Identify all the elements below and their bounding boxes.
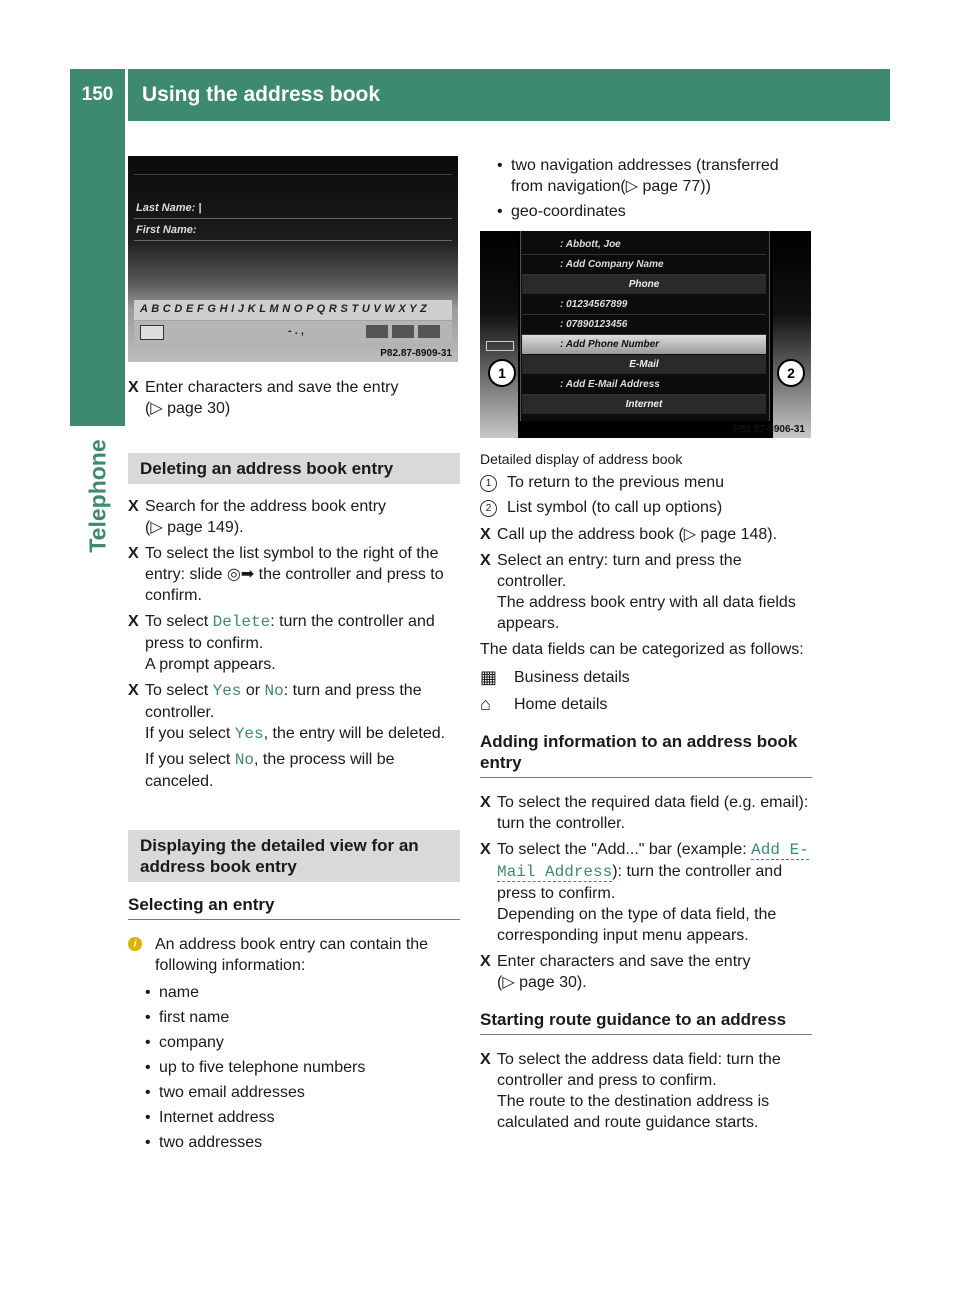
text: To select	[145, 613, 213, 630]
list-text: geo-coordinates	[511, 203, 626, 220]
ok-key-icon[interactable]	[418, 325, 440, 338]
figure-id: P82.87-8906-31	[733, 424, 805, 435]
step-marker: X	[480, 794, 491, 811]
punctuation-keys[interactable]: - . ,	[288, 325, 304, 337]
list-item	[145, 982, 460, 1003]
step-text: Search for the address book entry	[145, 498, 387, 515]
step	[128, 680, 460, 792]
internet-category-row: Internet	[522, 395, 766, 414]
email-category-row: E-Mail	[522, 355, 766, 374]
step	[128, 611, 460, 675]
last-name-label: Last Name: |	[136, 202, 202, 214]
callout-marker-1: 1	[488, 359, 516, 387]
list-item	[145, 1107, 460, 1128]
row-text: : Add Phone Number	[560, 339, 660, 350]
side-label	[70, 426, 125, 566]
list-text: two navigation addresses (transferred from navigation(▷ page 77))	[511, 157, 779, 195]
step	[480, 792, 812, 834]
row-text: : Add E-Mail Address	[560, 379, 660, 390]
category-business	[480, 667, 812, 688]
step-marker: X	[480, 953, 491, 970]
step	[128, 543, 460, 606]
left-column	[128, 377, 460, 1157]
code-no: No	[264, 682, 284, 700]
side-tab	[70, 121, 125, 426]
step-note	[145, 723, 460, 745]
list-text: up to five telephone numbers	[159, 1059, 366, 1076]
callout-marker-2: 2	[777, 359, 805, 387]
list-text: two addresses	[159, 1134, 263, 1151]
phone-row[interactable]	[522, 315, 766, 335]
list-text: two email addresses	[159, 1084, 305, 1101]
page-ref: (▷ page 30).	[497, 974, 587, 991]
divider	[134, 218, 452, 219]
step-note: A prompt appears.	[145, 656, 276, 673]
list-item	[145, 1082, 460, 1103]
bullet: •	[145, 1009, 151, 1026]
step	[480, 1049, 812, 1133]
step-note	[145, 749, 460, 792]
list-text: name	[159, 984, 200, 1001]
step-note: The route to the destination address is calculated and route guidance starts.	[497, 1093, 770, 1131]
code-delete: Delete	[212, 613, 271, 631]
section-heading: Displaying the detailed view for an address book entry	[128, 830, 460, 882]
legend-text: To return to the previous menu	[507, 474, 725, 491]
step-marker: X	[480, 526, 491, 543]
page-title: Using the address book	[142, 83, 381, 106]
step-text: Call up the address book (▷ page 148).	[497, 526, 778, 543]
legend-text: List symbol (to call up options)	[507, 499, 723, 516]
bullet: •	[497, 203, 503, 220]
code-yes: Yes	[212, 682, 242, 700]
step	[480, 951, 812, 993]
list-item	[145, 1007, 460, 1028]
category-home	[480, 694, 812, 715]
row-text: : 01234567899	[560, 299, 628, 310]
step	[480, 524, 812, 545]
list-text: Internet address	[159, 1109, 275, 1126]
list-item	[145, 1057, 460, 1078]
bullet: •	[145, 1034, 151, 1051]
entry-name-row[interactable]	[522, 235, 766, 255]
step	[480, 550, 812, 634]
keyboard-letters[interactable]: A B C D E F G H I J K L M N O P Q R S T U V W X Y Z	[140, 303, 428, 315]
house-icon: ⌂	[480, 694, 491, 714]
info-icon: i	[128, 937, 142, 951]
step-note: The address book entry with all data fields appears.	[497, 594, 796, 632]
add-company-row[interactable]	[522, 255, 766, 275]
step-text: To select the list symbol to the right of the entry: slide ◎➡ the controller and press to confirm.	[145, 545, 444, 604]
legend-marker-2: 2	[480, 500, 497, 517]
screenshot-address-detail	[480, 231, 811, 438]
step-marker: X	[480, 841, 491, 858]
phone-row[interactable]	[522, 295, 766, 315]
category-text: Business details	[514, 669, 630, 686]
figure-caption: Detailed display of address book	[480, 451, 683, 467]
step-text	[497, 839, 812, 904]
page-header	[70, 69, 890, 121]
add-email-row[interactable]	[522, 375, 766, 395]
code-yes: Yes	[234, 725, 264, 743]
bullet: •	[145, 1109, 151, 1126]
bullet: •	[497, 157, 503, 174]
back-icon[interactable]	[486, 341, 514, 351]
step-text: To select the required data field (e.g. email): turn the controller.	[497, 794, 809, 832]
bullet: •	[145, 1059, 151, 1076]
left-panel	[480, 231, 518, 438]
phone-category-row: Phone	[522, 275, 766, 294]
legend-item	[480, 472, 812, 493]
list-item	[145, 1032, 460, 1053]
step	[128, 496, 460, 538]
back-icon[interactable]	[140, 325, 164, 340]
building-icon: ▦	[480, 667, 498, 687]
step-note: Depending on the type of data field, the corresponding input menu appears.	[497, 906, 777, 944]
subsection-heading: Adding information to an address book entry	[480, 731, 812, 778]
bullet: •	[145, 1134, 151, 1151]
abc-key-icon[interactable]	[392, 325, 414, 338]
step-marker: X	[128, 613, 139, 630]
list-item	[145, 1132, 460, 1153]
side-label-text: Telephone	[84, 439, 110, 553]
category-text: Home details	[514, 696, 608, 713]
step-text	[145, 611, 460, 654]
row-text: : 07890123456	[560, 319, 628, 330]
key-icon[interactable]	[366, 325, 388, 338]
bullet: •	[145, 1084, 151, 1101]
step-marker: X	[128, 545, 139, 562]
subsection-heading: Starting route guidance to an address	[480, 1009, 812, 1035]
step-text: Select an entry: turn and press the controller.	[497, 552, 742, 590]
header-divider	[125, 69, 128, 121]
text: : turn the controller and press to confirm.	[145, 613, 435, 652]
step	[480, 839, 812, 946]
text: : turn and press the controller.	[145, 682, 422, 721]
step-marker: X	[480, 552, 491, 569]
step-marker: X	[480, 1051, 491, 1068]
row-text: : Abbott, Joe	[560, 239, 621, 250]
first-name-label: First Name:	[136, 224, 197, 236]
add-phone-row-selected[interactable]	[522, 335, 766, 354]
step-text	[145, 680, 460, 723]
text: To select the "Add..." bar (example:	[497, 841, 752, 858]
info-text: An address book entry can contain the following information:	[155, 936, 429, 974]
text: or	[241, 682, 265, 699]
divider	[134, 240, 452, 241]
text: To select	[145, 682, 213, 699]
subsection-heading: Selecting an entry	[128, 894, 460, 920]
right-column-top	[480, 155, 812, 226]
text: , the entry will be deleted.	[263, 725, 446, 742]
step-text: Enter characters and save the entry	[145, 379, 399, 396]
code-no: No	[234, 751, 255, 769]
code-add-email: Add E-Mail Address	[497, 841, 809, 881]
step-text: To select the address data field: turn the controller and press to confirm.	[497, 1051, 781, 1089]
list-item	[497, 155, 812, 197]
right-panel	[773, 231, 811, 438]
page-ref: (▷ page 149).	[145, 519, 244, 536]
bullet: •	[145, 984, 151, 1001]
step-marker: X	[128, 498, 139, 515]
step-marker: X	[128, 379, 139, 396]
figure-id: P82.87-8909-31	[380, 348, 452, 359]
text: If you select	[145, 751, 235, 768]
list-text: company	[159, 1034, 224, 1051]
top-divider	[134, 174, 452, 175]
legend-marker-1: 1	[480, 475, 497, 492]
page-ref: (▷ page 30)	[145, 400, 231, 417]
text: If you select	[145, 725, 235, 742]
page-number: 150	[81, 84, 114, 105]
legend-item	[480, 497, 812, 518]
section-heading: Deleting an address book entry	[128, 453, 460, 484]
text: ): turn the controller and press to confirm.	[497, 863, 783, 902]
row-text: : Add Company Name	[560, 259, 664, 270]
list-item	[497, 201, 812, 222]
screenshot-name-entry	[128, 156, 458, 362]
right-column	[480, 450, 812, 1138]
list-text: first name	[159, 1009, 230, 1026]
step	[128, 377, 460, 419]
info-note	[128, 934, 460, 976]
text: , the process will be canceled.	[145, 751, 395, 790]
paragraph: The data fields can be categorized as follows:	[480, 641, 804, 658]
step-marker: X	[128, 682, 139, 699]
step-text: Enter characters and save the entry	[497, 953, 751, 970]
